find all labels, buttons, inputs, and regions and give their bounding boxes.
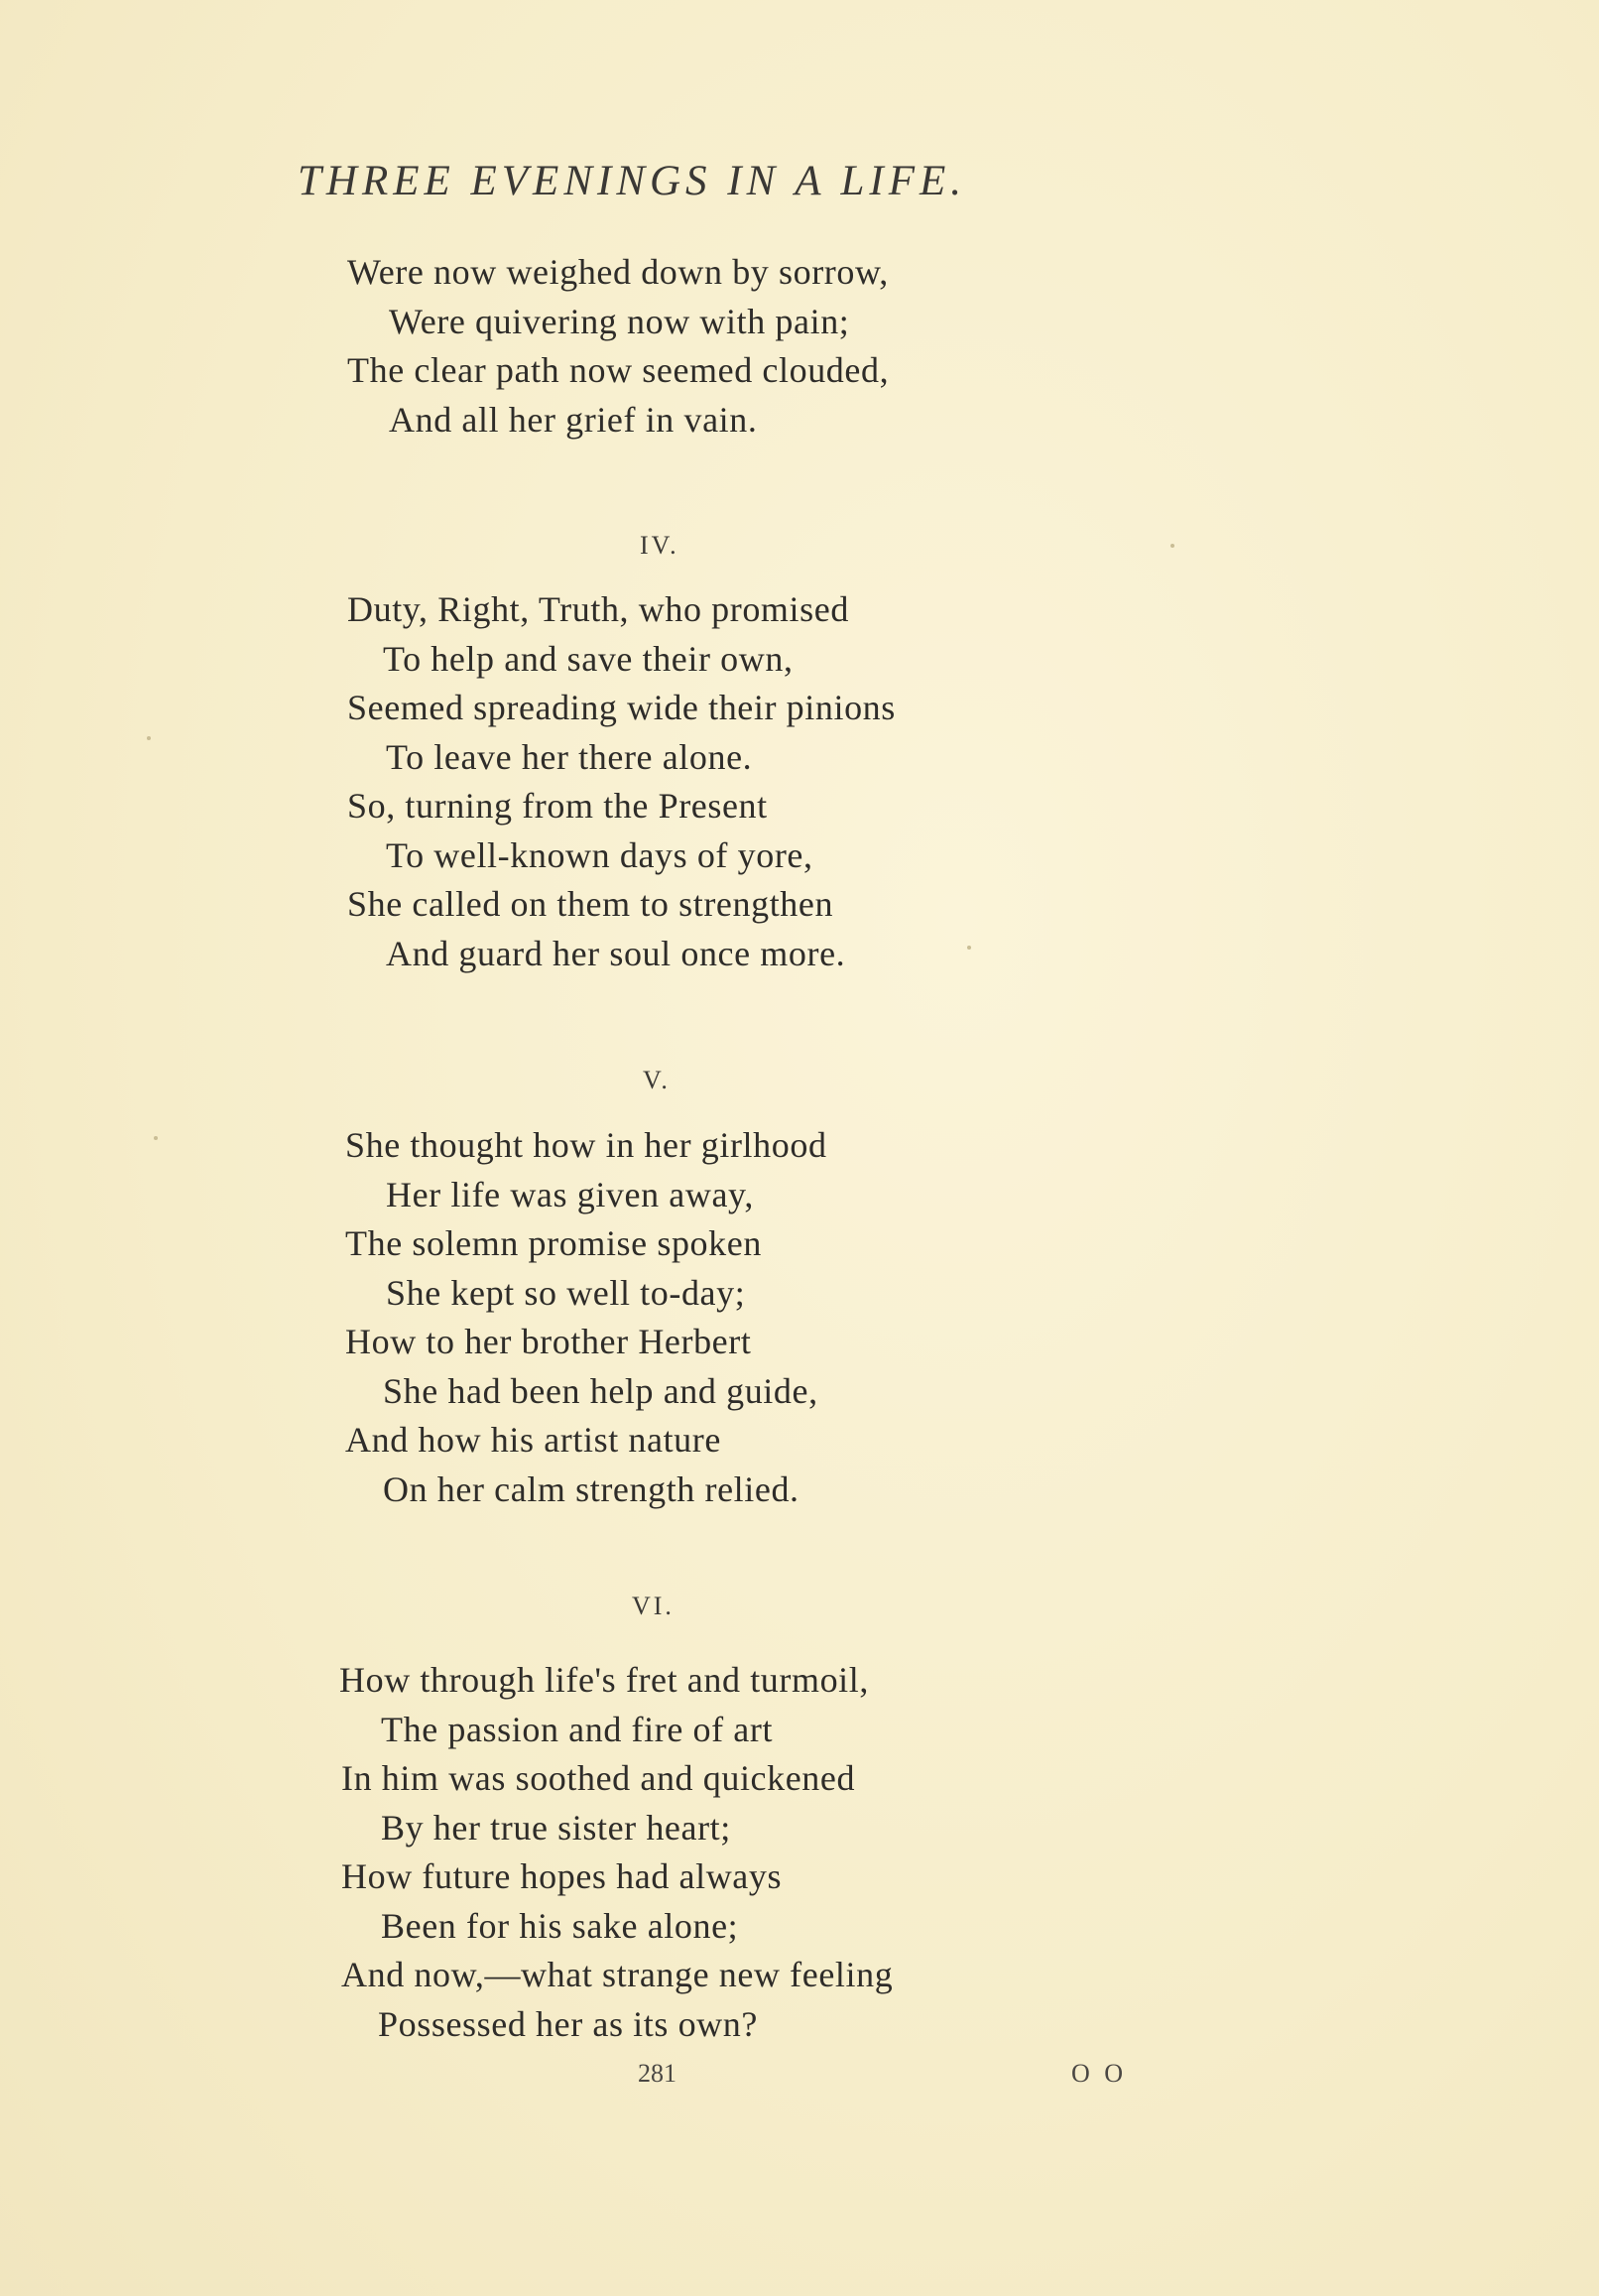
stanza-6-line: By her true sister heart; (381, 1808, 731, 1848)
stanza-5-line: She thought how in her girlhood (345, 1125, 827, 1165)
paper-speck (147, 736, 151, 740)
stanza-3-line: Were quivering now with pain; (389, 302, 850, 341)
stanza-6-line: How through life's fret and turmoil, (339, 1660, 869, 1700)
stanza-5-numeral: V. (643, 1066, 671, 1094)
signature-mark: O O (1071, 2059, 1128, 2088)
stanza-4-line: To help and save their own, (383, 639, 794, 679)
stanza-4-line: Duty, Right, Truth, who promised (347, 589, 849, 629)
stanza-5-line: On her calm strength relied. (383, 1469, 800, 1509)
stanza-4-line: To leave her there alone. (386, 737, 753, 777)
stanza-3-line: And all her grief in vain. (389, 400, 758, 440)
stanza-6-line: Been for his sake alone; (381, 1906, 739, 1946)
stanza-4-line: So, turning from the Present (347, 786, 768, 826)
stanza-6-line: The passion and fire of art (381, 1710, 774, 1749)
stanza-4-numeral: IV. (640, 531, 679, 560)
stanza-6-line: And now,—what strange new feeling (341, 1955, 894, 1994)
stanza-5-line: How to her brother Herbert (345, 1322, 752, 1361)
stanza-5-line: She kept so well to-day; (386, 1273, 746, 1313)
stanza-6-line: Possessed her as its own? (378, 2004, 758, 2044)
stanza-5-line: The solemn promise spoken (345, 1223, 762, 1263)
paper-speck (154, 1136, 158, 1140)
paper-speck (1170, 544, 1174, 548)
stanza-3-line: Were now weighed down by sorrow, (347, 252, 889, 292)
stanza-4-line: She called on them to strengthen (347, 884, 834, 924)
stanza-6-line: How future hopes had always (341, 1856, 783, 1896)
stanza-5-line: Her life was given away, (386, 1175, 754, 1214)
stanza-6-line: In him was soothed and quickened (341, 1758, 856, 1798)
stanza-4-line: To well-known days of yore, (386, 835, 813, 875)
stanza-4-line: And guard her soul once more. (386, 934, 846, 973)
stanza-3-line: The clear path now seemed clouded, (347, 350, 890, 390)
stanza-6-numeral: VI. (632, 1592, 675, 1620)
page-number: 281 (638, 2059, 676, 2088)
paper-speck (967, 946, 971, 950)
running-head: THREE EVENINGS IN A LIFE. (298, 158, 967, 204)
stanza-5-line: She had been help and guide, (383, 1371, 818, 1411)
stanza-5-line: And how his artist nature (345, 1420, 721, 1460)
stanza-4-line: Seemed spreading wide their pinions (347, 688, 896, 727)
